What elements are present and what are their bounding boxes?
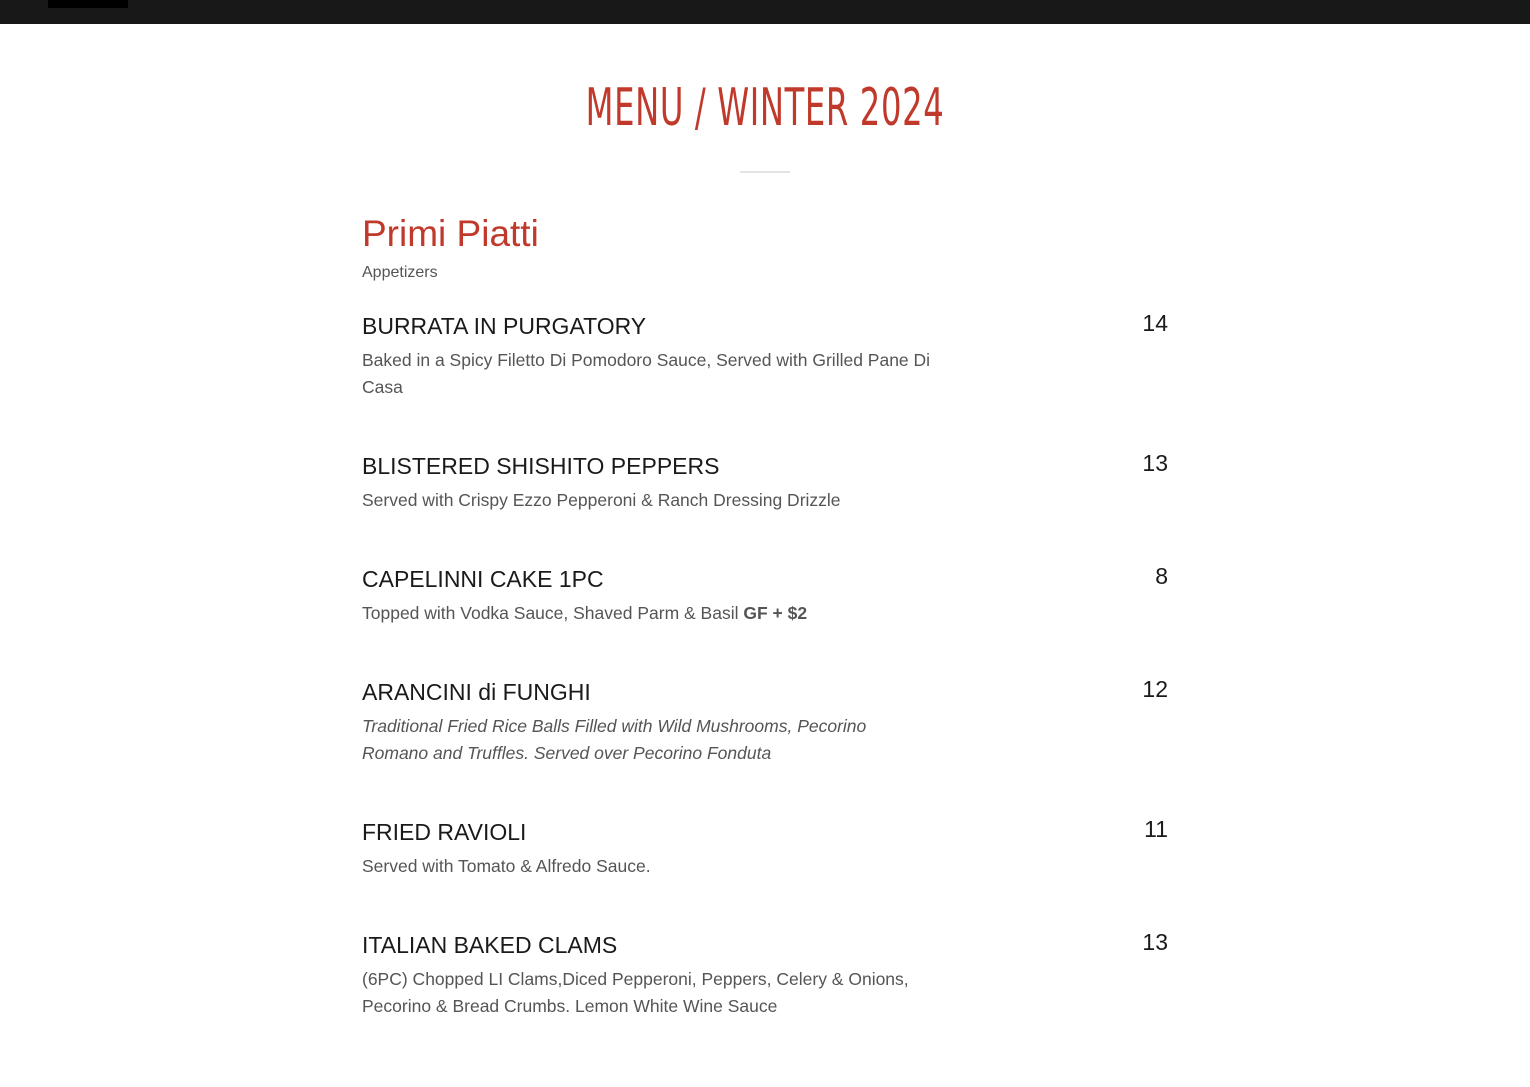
menu-item-name: BLISTERED SHISHITO PEPPERS xyxy=(362,453,720,479)
menu-item-name: CAPELINNI CAKE 1PC xyxy=(362,566,604,592)
site-logo[interactable] xyxy=(48,0,128,8)
menu-item-name: BURRATA IN PURGATORY xyxy=(362,313,647,339)
menu-item-name: ARANCINI di FUNGHI xyxy=(362,679,591,705)
menu-item-description xyxy=(362,600,937,627)
menu-item-price: 12 xyxy=(1142,676,1168,702)
page-title: MENU / WINTER 2024 xyxy=(585,78,945,138)
section-title: Primi Piatti xyxy=(362,213,539,254)
title-divider xyxy=(740,171,790,173)
top-navigation-bar xyxy=(0,0,1530,24)
menu-item-description: Served with Crispy Ezzo Pepperoni & Ranch Dressing Drizzle xyxy=(362,490,841,510)
menu-item-description-text: Topped with Vodka Sauce, Shaved Parm & Basil xyxy=(362,603,744,623)
menu-item-price: 11 xyxy=(1144,816,1168,842)
menu-item-gluten-free-note: GF + $2 xyxy=(743,603,808,623)
menu-item-description: Traditional Fried Rice Balls Filled with Wild Mushrooms, Pecorino Romano and Truffles. Served over Pecorino Fonduta xyxy=(362,716,867,763)
menu-item-description: Served with Tomato & Alfredo Sauce. xyxy=(362,856,651,876)
menu-item-price: 8 xyxy=(1155,563,1168,589)
menu-item-description: (6PC) Chopped LI Clams,Diced Pepperoni, Peppers, Celery & Onions, Pecorino & Bread Crumbs. Lemon White Wine Sauce xyxy=(362,969,909,1016)
menu-item-price: 13 xyxy=(1142,929,1168,955)
section-subtitle: Appetizers xyxy=(362,264,438,281)
menu-item-name: FRIED RAVIOLI xyxy=(362,819,527,845)
menu-item-name: ITALIAN BAKED CLAMS xyxy=(362,932,618,958)
menu-item-price: 13 xyxy=(1142,450,1168,476)
menu-item-description: Baked in a Spicy Filetto Di Pomodoro Sauce, Served with Grilled Pane Di Casa xyxy=(362,350,931,397)
menu-item-price: 14 xyxy=(1142,310,1168,336)
